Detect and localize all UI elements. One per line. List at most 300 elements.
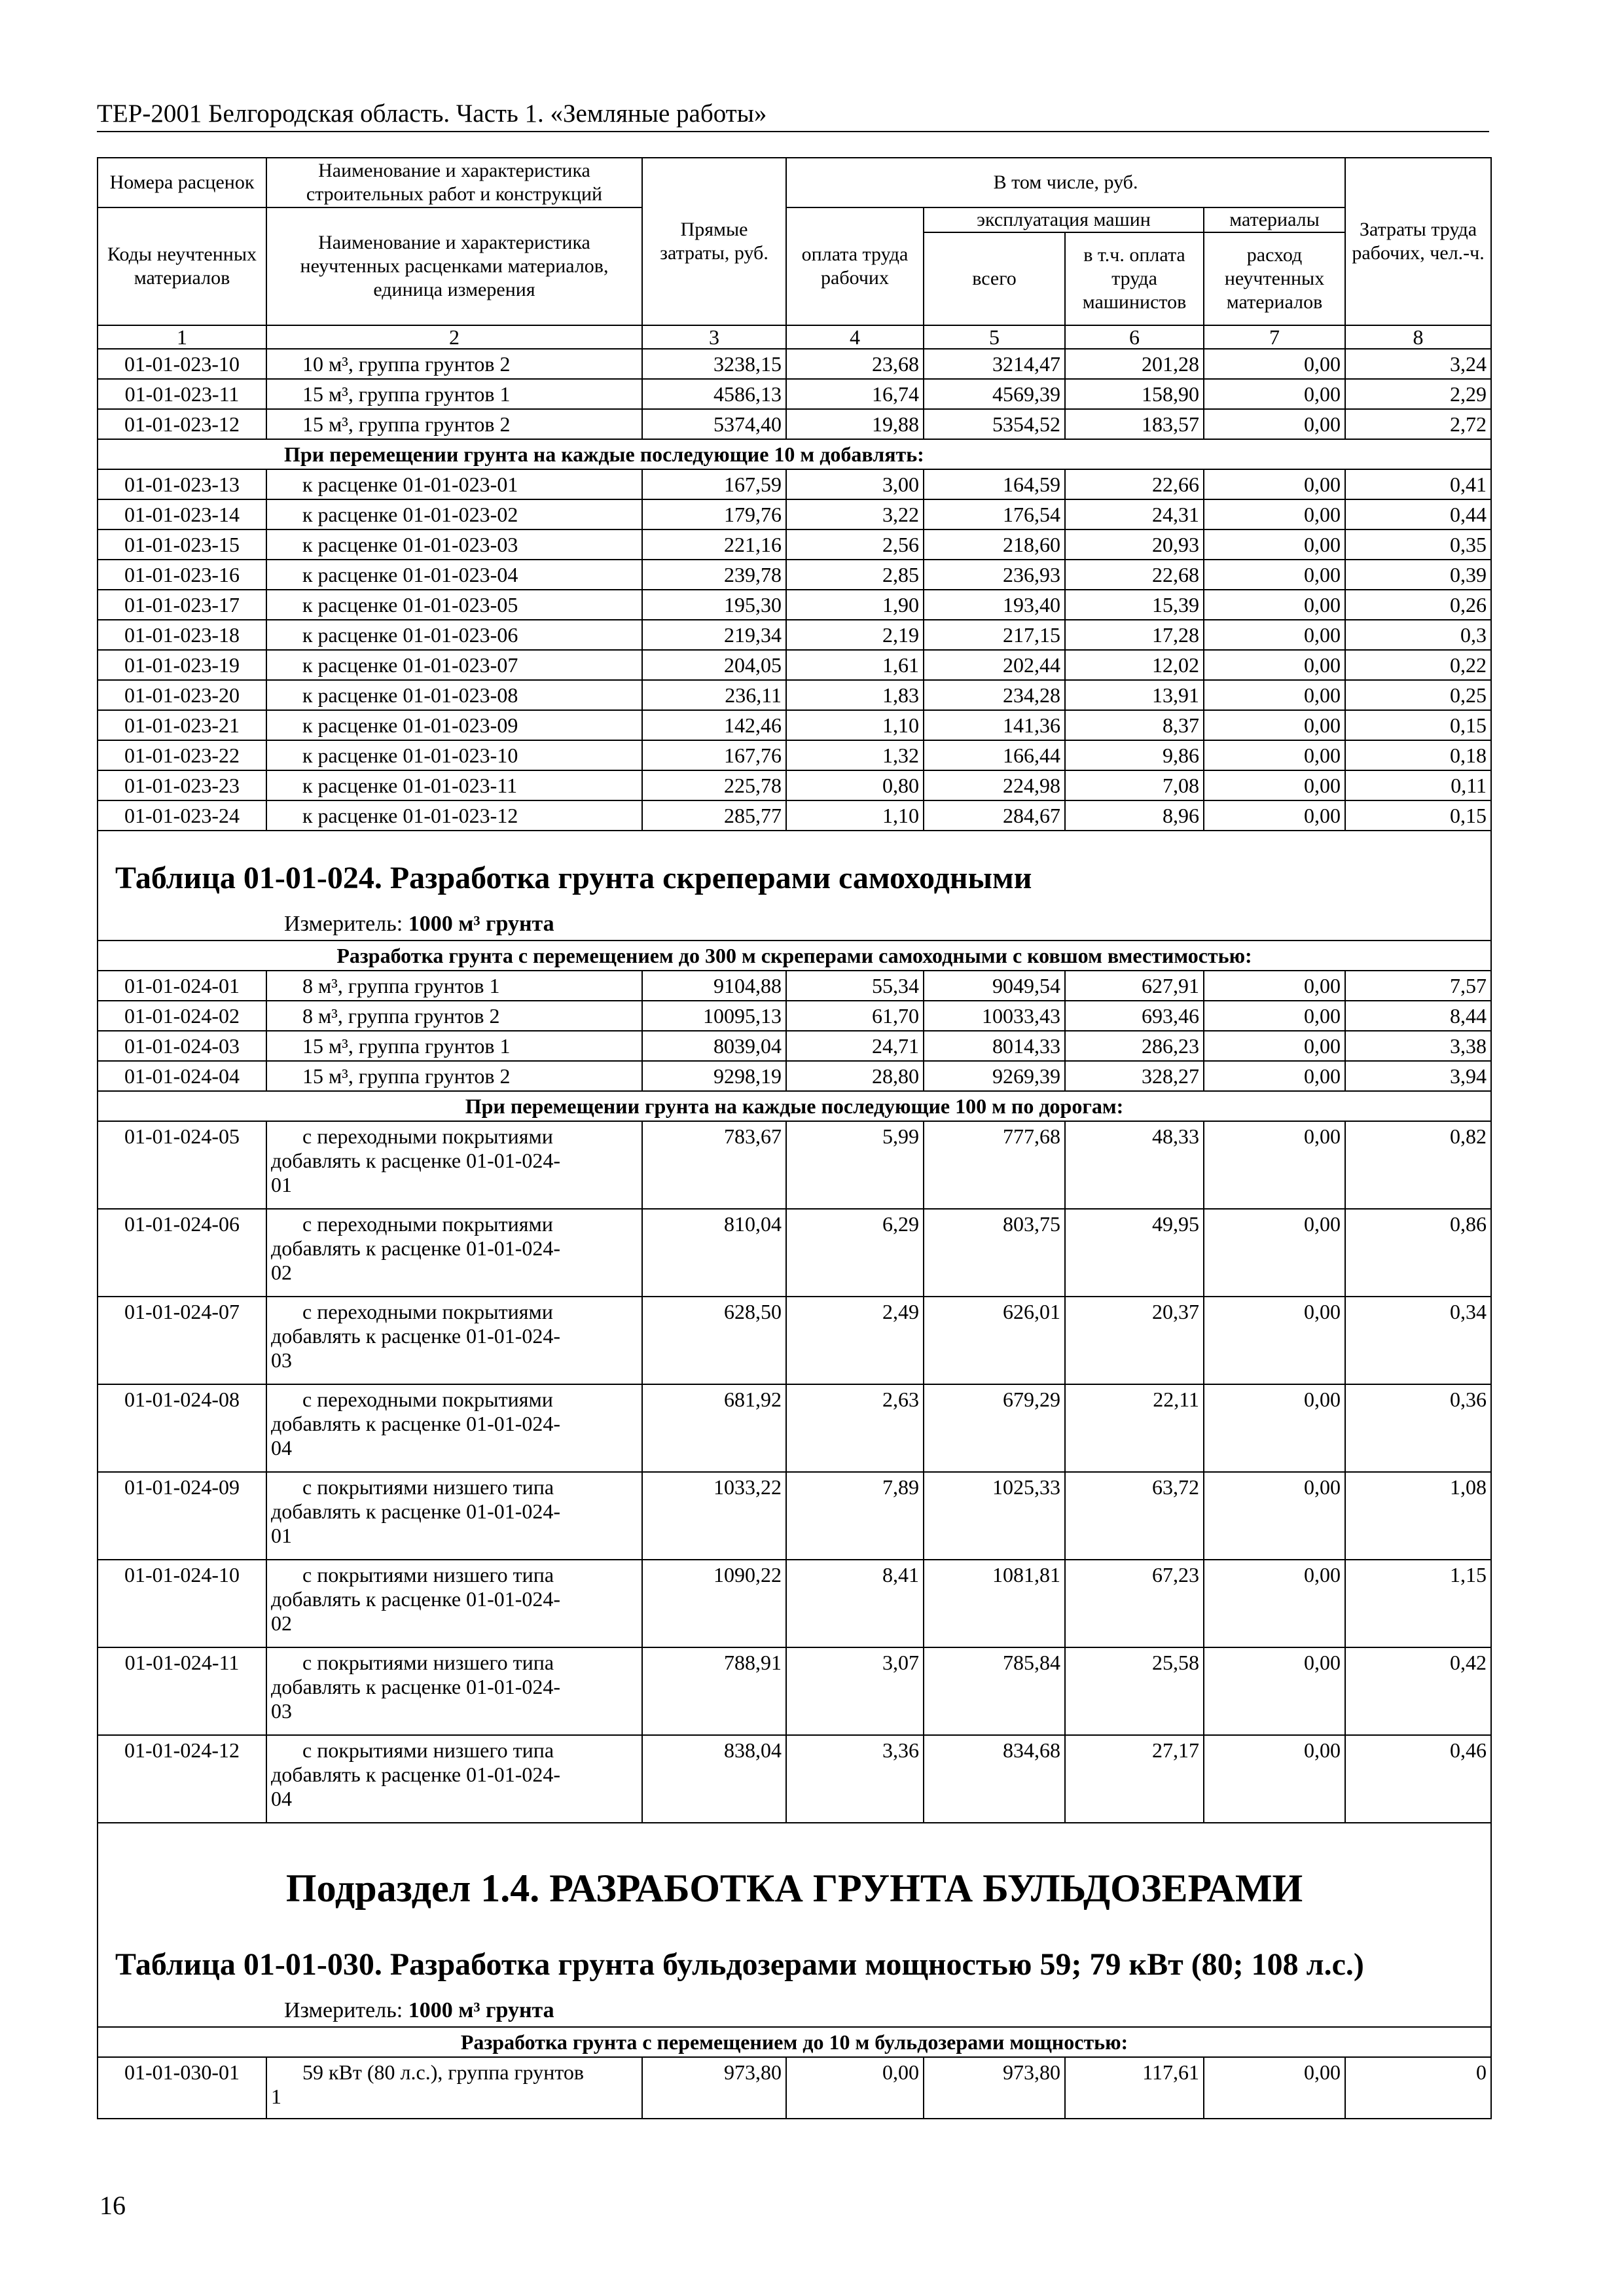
machines-total: 217,15 — [924, 620, 1065, 650]
direct-costs: 195,30 — [642, 590, 786, 620]
machinist-pay: 183,57 — [1065, 409, 1204, 439]
column-number: 2 — [266, 325, 642, 349]
labor-hours: 0,11 — [1345, 770, 1491, 800]
machines-total: 166,44 — [924, 740, 1065, 770]
rate-code: 01-01-024-06 — [98, 1209, 266, 1297]
rate-code: 01-01-023-20 — [98, 680, 266, 710]
material-consumption: 0,00 — [1204, 2057, 1345, 2119]
table-title: Таблица 01-01-024. Разработка грунта скреперами самоходными — [98, 831, 1491, 908]
machinist-pay: 201,28 — [1065, 349, 1204, 379]
worker-pay: 28,80 — [786, 1061, 924, 1091]
direct-costs: 9104,88 — [642, 971, 786, 1001]
rate-code: 01-01-023-16 — [98, 560, 266, 590]
machines-total: 10033,43 — [924, 1001, 1065, 1031]
machinist-pay: 117,61 — [1065, 2057, 1204, 2119]
table-row — [98, 1647, 1491, 1735]
machines-total: 785,84 — [924, 1647, 1065, 1735]
worker-pay: 61,70 — [786, 1001, 924, 1031]
rate-code: 01-01-023-17 — [98, 590, 266, 620]
machinist-pay: 63,72 — [1065, 1472, 1204, 1560]
work-description: 15 м³, группа грунтов 2 — [266, 1061, 642, 1091]
work-description — [266, 1209, 642, 1297]
direct-costs: 204,05 — [642, 650, 786, 680]
table-row — [98, 1121, 1491, 1209]
labor-hours: 1,08 — [1345, 1472, 1491, 1560]
table-row — [98, 1297, 1491, 1384]
col-header-rate-number: Номера расценок — [98, 158, 266, 207]
table-row — [98, 1001, 1491, 1031]
description-line: добавлять к расценке 01-01-024- — [271, 1763, 561, 1786]
table-row — [98, 379, 1491, 409]
description-line: добавлять к расценке 01-01-024- — [271, 1587, 561, 1611]
direct-costs: 167,76 — [642, 740, 786, 770]
machinist-pay: 24,31 — [1065, 499, 1204, 529]
description-line: 03 — [271, 1348, 292, 1372]
material-consumption: 0,00 — [1204, 1472, 1345, 1560]
worker-pay: 55,34 — [786, 971, 924, 1001]
section-heading-row — [98, 2027, 1491, 2057]
work-description — [266, 1384, 642, 1472]
rate-code: 01-01-024-02 — [98, 1001, 266, 1031]
labor-hours: 0,41 — [1345, 469, 1491, 499]
labor-hours: 2,72 — [1345, 409, 1491, 439]
direct-costs: 783,67 — [642, 1121, 786, 1209]
col-header-material-name: Наименование и характеристика неучтенных расценками материалов, единица измерения — [266, 207, 642, 325]
material-consumption: 0,00 — [1204, 650, 1345, 680]
rate-code: 01-01-024-12 — [98, 1735, 266, 1823]
worker-pay: 2,56 — [786, 529, 924, 560]
work-description — [266, 1472, 642, 1560]
col-header-worker-pay: оплата труда рабочих — [786, 207, 924, 325]
labor-hours: 3,38 — [1345, 1031, 1491, 1061]
rate-code: 01-01-024-09 — [98, 1472, 266, 1560]
material-consumption: 0,00 — [1204, 740, 1345, 770]
table-title-row — [98, 1918, 1491, 1995]
worker-pay: 19,88 — [786, 409, 924, 439]
labor-hours: 0,3 — [1345, 620, 1491, 650]
rate-code: 01-01-024-08 — [98, 1384, 266, 1472]
rate-code: 01-01-024-07 — [98, 1297, 266, 1384]
machines-total: 9049,54 — [924, 971, 1065, 1001]
material-consumption: 0,00 — [1204, 590, 1345, 620]
description-line: 04 — [271, 1436, 292, 1460]
table-row — [98, 590, 1491, 620]
table-row — [98, 1209, 1491, 1297]
labor-hours: 0,82 — [1345, 1121, 1491, 1209]
description-line: с покрытиями низшего типа — [302, 1563, 554, 1587]
work-description: 8 м³, группа грунтов 2 — [266, 1001, 642, 1031]
section-heading: При перемещении грунта на каждые последующие 10 м добавлять: — [98, 439, 1491, 469]
machines-total: 777,68 — [924, 1121, 1065, 1209]
material-consumption: 0,00 — [1204, 770, 1345, 800]
material-consumption: 0,00 — [1204, 349, 1345, 379]
material-consumption: 0,00 — [1204, 1384, 1345, 1472]
table-row — [98, 710, 1491, 740]
material-consumption: 0,00 — [1204, 1061, 1345, 1091]
worker-pay: 3,22 — [786, 499, 924, 529]
table-row — [98, 1061, 1491, 1091]
description-line: 01 — [271, 1173, 292, 1196]
rate-code: 01-01-024-04 — [98, 1061, 266, 1091]
table-row — [98, 971, 1491, 1001]
column-numbers-row — [98, 325, 1491, 349]
machinist-pay: 13,91 — [1065, 680, 1204, 710]
worker-pay: 3,36 — [786, 1735, 924, 1823]
description-line: 1 — [271, 2085, 281, 2108]
table-row — [98, 1735, 1491, 1823]
column-number: 6 — [1065, 325, 1204, 349]
work-description — [266, 1647, 642, 1735]
description-line: 01 — [271, 1524, 292, 1547]
worker-pay: 0,80 — [786, 770, 924, 800]
machinist-pay: 8,96 — [1065, 800, 1204, 831]
measure-row — [98, 1995, 1491, 2027]
material-consumption: 0,00 — [1204, 1560, 1345, 1647]
description-line: с переходными покрытиями — [302, 1212, 553, 1236]
description-line: с покрытиями низшего типа — [302, 1651, 554, 1674]
machinist-pay: 67,23 — [1065, 1560, 1204, 1647]
machines-total: 803,75 — [924, 1209, 1065, 1297]
worker-pay: 1,83 — [786, 680, 924, 710]
col-header-machinist-pay: в т.ч. оплата труда машинистов — [1065, 232, 1204, 325]
machinist-pay: 49,95 — [1065, 1209, 1204, 1297]
description-line: 04 — [271, 1787, 292, 1810]
description-line: с покрытиями низшего типа — [302, 1475, 554, 1499]
rate-code: 01-01-023-13 — [98, 469, 266, 499]
labor-hours: 0,22 — [1345, 650, 1491, 680]
description-line: с покрытиями низшего типа — [302, 1738, 554, 1762]
description-line: с переходными покрытиями — [302, 1388, 553, 1411]
rate-code: 01-01-023-15 — [98, 529, 266, 560]
table-row — [98, 1384, 1491, 1472]
direct-costs: 810,04 — [642, 1209, 786, 1297]
worker-pay: 2,19 — [786, 620, 924, 650]
labor-hours: 1,15 — [1345, 1560, 1491, 1647]
direct-costs: 219,34 — [642, 620, 786, 650]
description-line: 02 — [271, 1611, 292, 1635]
table-row — [98, 409, 1491, 439]
description-line: добавлять к расценке 01-01-024- — [271, 1149, 561, 1172]
material-consumption: 0,00 — [1204, 560, 1345, 590]
machines-total: 834,68 — [924, 1735, 1065, 1823]
machines-total: 8014,33 — [924, 1031, 1065, 1061]
machinist-pay: 286,23 — [1065, 1031, 1204, 1061]
worker-pay: 24,71 — [786, 1031, 924, 1061]
machinist-pay: 15,39 — [1065, 590, 1204, 620]
machinist-pay: 48,33 — [1065, 1121, 1204, 1209]
description-line: 59 кВт (80 л.с.), группа грунтов — [302, 2060, 585, 2084]
machinist-pay: 158,90 — [1065, 379, 1204, 409]
direct-costs: 236,11 — [642, 680, 786, 710]
description-line: с переходными покрытиями — [302, 1124, 553, 1148]
labor-hours: 8,44 — [1345, 1001, 1491, 1031]
machinist-pay: 22,68 — [1065, 560, 1204, 590]
machinist-pay: 8,37 — [1065, 710, 1204, 740]
rate-code: 01-01-024-10 — [98, 1560, 266, 1647]
labor-hours: 7,57 — [1345, 971, 1491, 1001]
material-consumption: 0,00 — [1204, 409, 1345, 439]
column-number: 8 — [1345, 325, 1491, 349]
description-line: 03 — [271, 1699, 292, 1723]
measure-unit — [98, 908, 1491, 941]
work-description — [266, 1560, 642, 1647]
work-description — [266, 1735, 642, 1823]
material-consumption: 0,00 — [1204, 800, 1345, 831]
machines-total: 202,44 — [924, 650, 1065, 680]
col-header-material-codes: Коды неучтенных материалов — [98, 207, 266, 325]
material-consumption: 0,00 — [1204, 499, 1345, 529]
direct-costs: 167,59 — [642, 469, 786, 499]
measure-value: 1000 м³ грунта — [408, 912, 554, 936]
machines-total: 1081,81 — [924, 1560, 1065, 1647]
col-header-materials: материалы — [1204, 207, 1345, 232]
rate-code: 01-01-023-11 — [98, 379, 266, 409]
section-heading-row — [98, 1091, 1491, 1121]
work-description: к расценке 01-01-023-09 — [266, 710, 642, 740]
material-consumption: 0,00 — [1204, 1647, 1345, 1735]
machines-total: 284,67 — [924, 800, 1065, 831]
table-row — [98, 349, 1491, 379]
table-row — [98, 680, 1491, 710]
direct-costs: 10095,13 — [642, 1001, 786, 1031]
table-row — [98, 499, 1491, 529]
material-consumption: 0,00 — [1204, 1031, 1345, 1061]
rate-code: 01-01-030-01 — [98, 2057, 266, 2119]
machines-total: 193,40 — [924, 590, 1065, 620]
machinist-pay: 25,58 — [1065, 1647, 1204, 1735]
material-consumption: 0,00 — [1204, 1297, 1345, 1384]
labor-hours: 0,18 — [1345, 740, 1491, 770]
description-line: добавлять к расценке 01-01-024- — [271, 1412, 561, 1435]
table-row — [98, 1472, 1491, 1560]
worker-pay: 3,07 — [786, 1647, 924, 1735]
rate-code: 01-01-023-22 — [98, 740, 266, 770]
table-row — [98, 650, 1491, 680]
direct-costs: 8039,04 — [642, 1031, 786, 1061]
direct-costs: 3238,15 — [642, 349, 786, 379]
machinist-pay: 12,02 — [1065, 650, 1204, 680]
direct-costs: 5374,40 — [642, 409, 786, 439]
labor-hours: 0,26 — [1345, 590, 1491, 620]
column-number: 7 — [1204, 325, 1345, 349]
table-title-row — [98, 831, 1491, 908]
section-heading: Разработка грунта с перемещением до 10 м бульдозерами мощностью: — [98, 2027, 1491, 2057]
table-title: Таблица 01-01-030. Разработка грунта бульдозерами мощностью 59; 79 кВт (80; 108 л.с.) — [98, 1918, 1491, 1995]
work-description: 8 м³, группа грунтов 1 — [266, 971, 642, 1001]
work-description: к расценке 01-01-023-01 — [266, 469, 642, 499]
labor-hours: 0,15 — [1345, 800, 1491, 831]
direct-costs: 221,16 — [642, 529, 786, 560]
direct-costs: 179,76 — [642, 499, 786, 529]
material-consumption: 0,00 — [1204, 1735, 1345, 1823]
direct-costs: 285,77 — [642, 800, 786, 831]
material-consumption: 0,00 — [1204, 680, 1345, 710]
machinist-pay: 328,27 — [1065, 1061, 1204, 1091]
table-row — [98, 1560, 1491, 1647]
table-row — [98, 469, 1491, 499]
table-row — [98, 2057, 1491, 2119]
machinist-pay: 693,46 — [1065, 1001, 1204, 1031]
worker-pay: 2,49 — [786, 1297, 924, 1384]
direct-costs: 681,92 — [642, 1384, 786, 1472]
col-header-machines-total: всего — [924, 232, 1065, 325]
direct-costs: 838,04 — [642, 1735, 786, 1823]
work-description: к расценке 01-01-023-11 — [266, 770, 642, 800]
machines-total: 1025,33 — [924, 1472, 1065, 1560]
worker-pay: 7,89 — [786, 1472, 924, 1560]
labor-hours: 0 — [1345, 2057, 1491, 2119]
table-row — [98, 740, 1491, 770]
col-header-including: В том числе, руб. — [786, 158, 1345, 207]
rate-code: 01-01-024-03 — [98, 1031, 266, 1061]
labor-hours: 0,35 — [1345, 529, 1491, 560]
work-description: к расценке 01-01-023-10 — [266, 740, 642, 770]
work-description: к расценке 01-01-023-05 — [266, 590, 642, 620]
labor-hours: 0,25 — [1345, 680, 1491, 710]
machinist-pay: 20,93 — [1065, 529, 1204, 560]
machines-total: 626,01 — [924, 1297, 1065, 1384]
machines-total: 3214,47 — [924, 349, 1065, 379]
rate-code: 01-01-023-19 — [98, 650, 266, 680]
rate-code: 01-01-023-10 — [98, 349, 266, 379]
machinist-pay: 22,11 — [1065, 1384, 1204, 1472]
labor-hours: 0,34 — [1345, 1297, 1491, 1384]
table-row — [98, 800, 1491, 831]
worker-pay: 16,74 — [786, 379, 924, 409]
material-consumption: 0,00 — [1204, 1001, 1345, 1031]
measure-value: 1000 м³ грунта — [408, 1998, 554, 2022]
material-consumption: 0,00 — [1204, 1121, 1345, 1209]
labor-hours: 0,15 — [1345, 710, 1491, 740]
measure-label: Измеритель: — [284, 1998, 408, 2022]
rate-code: 01-01-023-14 — [98, 499, 266, 529]
direct-costs: 1033,22 — [642, 1472, 786, 1560]
page-number: 16 — [99, 2191, 126, 2220]
section-heading-row — [98, 941, 1491, 971]
description-line: добавлять к расценке 01-01-024- — [271, 1236, 561, 1260]
measure-label: Измеритель: — [284, 912, 408, 936]
direct-costs: 1090,22 — [642, 1560, 786, 1647]
rate-code: 01-01-023-23 — [98, 770, 266, 800]
work-description: 15 м³, группа грунтов 2 — [266, 409, 642, 439]
work-description: 15 м³, группа грунтов 1 — [266, 1031, 642, 1061]
machines-total: 679,29 — [924, 1384, 1065, 1472]
machinist-pay: 7,08 — [1065, 770, 1204, 800]
rate-code: 01-01-024-05 — [98, 1121, 266, 1209]
worker-pay: 1,10 — [786, 800, 924, 831]
machines-total: 973,80 — [924, 2057, 1065, 2119]
section-heading-row — [98, 439, 1491, 469]
work-description: к расценке 01-01-023-07 — [266, 650, 642, 680]
machinist-pay: 20,37 — [1065, 1297, 1204, 1384]
machinist-pay: 22,66 — [1065, 469, 1204, 499]
rate-code: 01-01-023-12 — [98, 409, 266, 439]
machinist-pay: 27,17 — [1065, 1735, 1204, 1823]
worker-pay: 2,85 — [786, 560, 924, 590]
labor-hours: 0,39 — [1345, 560, 1491, 590]
work-description: к расценке 01-01-023-06 — [266, 620, 642, 650]
col-header-work-name: Наименование и характеристика строительных работ и конструкций — [266, 158, 642, 207]
column-number: 3 — [642, 325, 786, 349]
machines-total: 236,93 — [924, 560, 1065, 590]
work-description: к расценке 01-01-023-03 — [266, 529, 642, 560]
machines-total: 218,60 — [924, 529, 1065, 560]
material-consumption: 0,00 — [1204, 710, 1345, 740]
direct-costs: 225,78 — [642, 770, 786, 800]
material-consumption: 0,00 — [1204, 379, 1345, 409]
worker-pay: 1,10 — [786, 710, 924, 740]
machines-total: 9269,39 — [924, 1061, 1065, 1091]
labor-hours: 0,44 — [1345, 499, 1491, 529]
column-number: 5 — [924, 325, 1065, 349]
column-number: 1 — [98, 325, 266, 349]
rate-code: 01-01-024-11 — [98, 1647, 266, 1735]
work-description: к расценке 01-01-023-04 — [266, 560, 642, 590]
direct-costs: 142,46 — [642, 710, 786, 740]
work-description: 15 м³, группа грунтов 1 — [266, 379, 642, 409]
labor-hours: 3,94 — [1345, 1061, 1491, 1091]
subsection-title-row — [98, 1823, 1491, 1918]
machines-total: 5354,52 — [924, 409, 1065, 439]
work-description: к расценке 01-01-023-02 — [266, 499, 642, 529]
table-row — [98, 770, 1491, 800]
table-row — [98, 529, 1491, 560]
machines-total: 4569,39 — [924, 379, 1065, 409]
direct-costs: 628,50 — [642, 1297, 786, 1384]
worker-pay: 23,68 — [786, 349, 924, 379]
labor-hours: 3,24 — [1345, 349, 1491, 379]
col-header-machines: эксплуатация машин — [924, 207, 1204, 232]
machinist-pay: 17,28 — [1065, 620, 1204, 650]
description-line: добавлять к расценке 01-01-024- — [271, 1675, 561, 1698]
table-row — [98, 620, 1491, 650]
worker-pay: 1,61 — [786, 650, 924, 680]
description-line: 02 — [271, 1261, 292, 1284]
machinist-pay: 627,91 — [1065, 971, 1204, 1001]
machines-total: 224,98 — [924, 770, 1065, 800]
page-header: ТЕР-2001 Белгородская область. Часть 1. «Земляные работы» — [97, 98, 1489, 132]
work-description: 10 м³, группа грунтов 2 — [266, 349, 642, 379]
labor-hours: 0,42 — [1345, 1647, 1491, 1735]
labor-hours: 0,46 — [1345, 1735, 1491, 1823]
work-description — [266, 1297, 642, 1384]
material-consumption: 0,00 — [1204, 971, 1345, 1001]
worker-pay: 1,32 — [786, 740, 924, 770]
worker-pay: 6,29 — [786, 1209, 924, 1297]
col-header-direct-costs: Прямые затраты, руб. — [642, 158, 786, 325]
measure-row — [98, 908, 1491, 941]
worker-pay: 8,41 — [786, 1560, 924, 1647]
direct-costs: 973,80 — [642, 2057, 786, 2119]
direct-costs: 4586,13 — [642, 379, 786, 409]
work-description: к расценке 01-01-023-12 — [266, 800, 642, 831]
description-line: добавлять к расценке 01-01-024- — [271, 1499, 561, 1523]
rate-code: 01-01-023-24 — [98, 800, 266, 831]
machines-total: 141,36 — [924, 710, 1065, 740]
labor-hours: 2,29 — [1345, 379, 1491, 409]
material-consumption: 0,00 — [1204, 620, 1345, 650]
subsection-title: Подраздел 1.4. РАЗРАБОТКА ГРУНТА БУЛЬДОЗЕРАМИ — [98, 1823, 1491, 1918]
rate-code: 01-01-024-01 — [98, 971, 266, 1001]
labor-hours: 0,36 — [1345, 1384, 1491, 1472]
labor-hours: 0,86 — [1345, 1209, 1491, 1297]
worker-pay: 0,00 — [786, 2057, 924, 2119]
measure-unit — [98, 1995, 1491, 2027]
rates-table — [97, 157, 1492, 2119]
material-consumption: 0,00 — [1204, 529, 1345, 560]
col-header-material-consumption: расход неучтенных материалов — [1204, 232, 1345, 325]
worker-pay: 1,90 — [786, 590, 924, 620]
